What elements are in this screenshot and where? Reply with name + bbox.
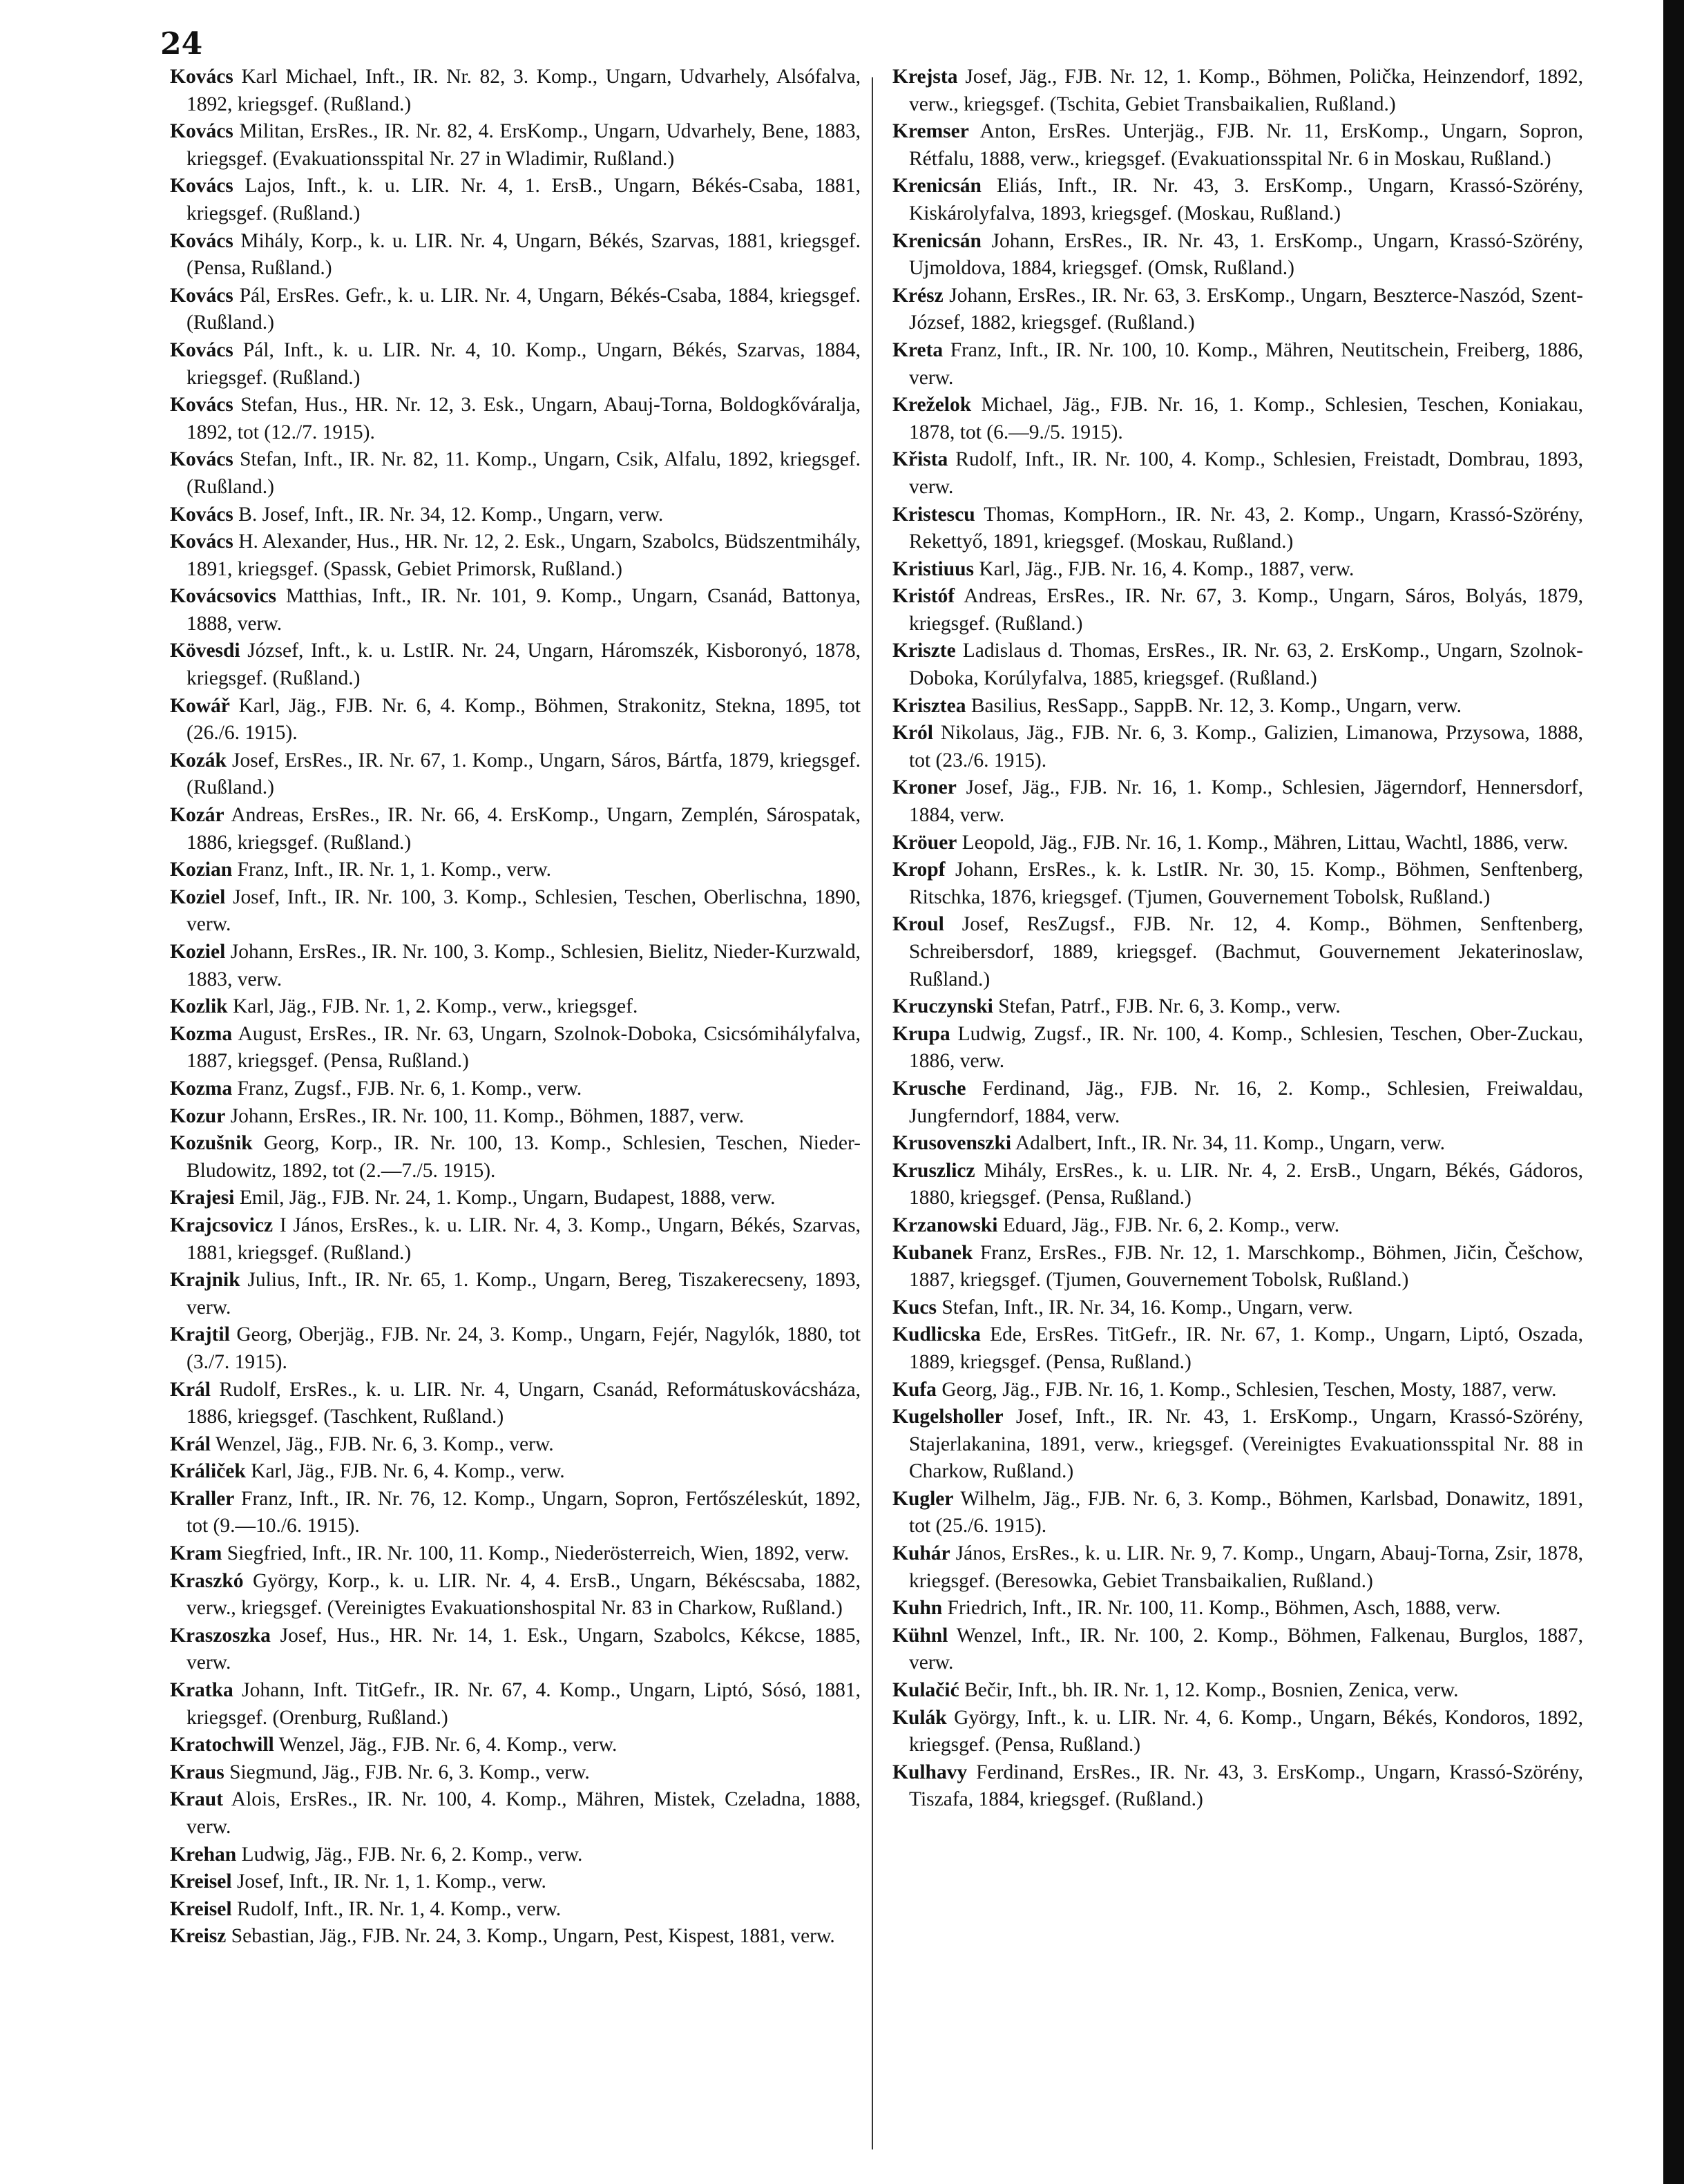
entry-surname: Kristóf bbox=[892, 585, 955, 608]
list-entry bbox=[170, 638, 861, 692]
entry-surname: Kovács bbox=[170, 338, 233, 361]
entry-surname: Kovács bbox=[170, 284, 233, 307]
entry-details: Karl, Jäg., FJB. Nr. 16, 4. Komp., 1887, verw. bbox=[979, 557, 1355, 580]
entry-surname: Kühnl bbox=[892, 1624, 948, 1647]
entry-surname: Kovács bbox=[170, 394, 233, 416]
list-entry bbox=[892, 693, 1583, 720]
list-entry bbox=[892, 64, 1583, 118]
entry-details: Josef, Inft., IR. Nr. 100, 3. Komp., Schlesien, Teschen, Oberlischna, 1890, verw. bbox=[186, 885, 861, 936]
entry-details: Siegmund, Jäg., FJB. Nr. 6, 3. Komp., verw. bbox=[229, 1761, 590, 1783]
entry-details: Rudolf, Inft., IR. Nr. 100, 4. Komp., Schlesien, Freistadt, Dombrau, 1893, verw. bbox=[909, 448, 1583, 498]
entry-details: Leopold, Jäg., FJB. Nr. 16, 1. Komp., Mähren, Littau, Wachtl, 1886, verw. bbox=[961, 831, 1569, 854]
entry-details: Mihály, ErsRes., k. u. LIR. Nr. 4, 2. ErsB., Ungarn, Békés, Gádoros, 1880, kriegsgef. (Pensa, Rußland.) bbox=[909, 1159, 1584, 1209]
entry-details: Militan, ErsRes., IR. Nr. 82, 4. ErsKomp., Ungarn, Udvarhely, Bene, 1883, kriegsgef. (Evakuationsspital Nr. 27 in Wladimir, Rußland.) bbox=[186, 120, 861, 170]
list-entry bbox=[892, 638, 1583, 692]
list-entry bbox=[892, 856, 1583, 911]
entry-details: Josef, Hus., HR. Nr. 14, 1. Esk., Ungarn, Szabolcs, Kékcse, 1885, verw. bbox=[186, 1624, 861, 1674]
list-entry bbox=[892, 118, 1583, 173]
entry-details: Eliás, Inft., IR. Nr. 43, 3. ErsKomp., Ungarn, Krassó-Szörény, Kiskárolyfalva, 1893, kriegsgef. (Moskau, Rußland.) bbox=[909, 175, 1584, 224]
entry-surname: Kropf bbox=[892, 859, 946, 881]
list-entry bbox=[892, 556, 1583, 584]
list-entry bbox=[170, 1568, 861, 1622]
entry-details: Pál, Inft., k. u. LIR. Nr. 4, 10. Komp., Ungarn, Békés, Szarvas, 1884, kriegsgef. (Rußland.) bbox=[186, 338, 861, 389]
entry-surname: Kozár bbox=[170, 804, 224, 827]
list-entry bbox=[170, 747, 861, 802]
entry-surname: Krenicsán bbox=[892, 229, 982, 252]
entry-details: Johann, ErsRes., IR. Nr. 63, 3. ErsKomp., Ungarn, Beszterce-Naszód, Szent-József, 1882, kriegsgef. (Rußland.) bbox=[909, 284, 1584, 334]
list-entry bbox=[892, 282, 1583, 337]
list-entry bbox=[170, 939, 861, 993]
entry-details: Franz, Inft., IR. Nr. 1, 1. Komp., verw. bbox=[237, 859, 551, 881]
list-entry bbox=[892, 1677, 1583, 1705]
entry-details: György, Inft., k. u. LIR. Nr. 4, 6. Komp., Ungarn, Békés, Kondoros, 1892, kriegsgef. (Pensa, Rußland.) bbox=[909, 1706, 1584, 1756]
list-entry bbox=[170, 1212, 861, 1267]
list-entry bbox=[892, 392, 1583, 446]
entry-details: Josef, Inft., IR. Nr. 1, 1. Komp., verw. bbox=[236, 1870, 546, 1893]
entry-details: György, Korp., k. u. LIR. Nr. 4, 4. ErsB., Ungarn, Békéscsaba, 1882, verw., kriegsgef. (Vereinigtes Evakuationshospital Nr. 83 in Charkow, Rußland.) bbox=[186, 1569, 861, 1620]
entry-surname: Kovács bbox=[170, 66, 233, 88]
entry-details: Karl, Jäg., FJB. Nr. 6, 4. Komp., Böhmen, Strakonitz, Stekna, 1895, tot (26./6. 1915). bbox=[186, 694, 861, 745]
entry-surname: Kraus bbox=[170, 1761, 224, 1783]
entry-surname: Král bbox=[170, 1378, 211, 1401]
list-entry bbox=[892, 1595, 1583, 1622]
entry-details: Andreas, ErsRes., IR. Nr. 67, 3. Komp., Ungarn, Sáros, Bolyás, 1879, kriegsgef. (Rußland.) bbox=[909, 585, 1584, 635]
entry-surname: Kozur bbox=[170, 1104, 226, 1127]
list-entry bbox=[892, 1294, 1583, 1322]
list-entry bbox=[892, 1158, 1583, 1212]
entry-details: Rudolf, ErsRes., k. u. LIR. Nr. 4, Ungarn, Csanád, Reformátuskovácsháza, 1886, kriegsgef. (Taschkent, Rußland.) bbox=[186, 1378, 861, 1428]
entry-surname: Krajtil bbox=[170, 1323, 230, 1346]
entry-surname: Kraut bbox=[170, 1788, 224, 1811]
entry-details: Stefan, Hus., HR. Nr. 12, 3. Esk., Ungarn, Abauj-Torna, Boldogkőváralja, 1892, tot (12./7. 1915). bbox=[186, 394, 861, 443]
list-entry bbox=[892, 1021, 1583, 1075]
entry-surname: Kreta bbox=[892, 338, 944, 361]
entry-surname: Kristescu bbox=[892, 503, 975, 526]
entry-surname: Krzanowski bbox=[892, 1214, 998, 1236]
entry-details: Lajos, Inft., k. u. LIR. Nr. 4, 1. ErsB., Ungarn, Békés-Csaba, 1881, kriegsgef. (Rußland.) bbox=[186, 175, 861, 224]
list-entry bbox=[170, 1868, 861, 1896]
entry-surname: Krész bbox=[892, 284, 944, 307]
entry-surname: Kruczynski bbox=[892, 995, 993, 1018]
entry-details: Wenzel, Jäg., FJB. Nr. 6, 4. Komp., verw. bbox=[278, 1734, 618, 1756]
list-entry bbox=[170, 993, 861, 1021]
entry-surname: Kroul bbox=[892, 913, 944, 936]
list-entry bbox=[892, 446, 1583, 501]
entry-surname: Kuhn bbox=[892, 1597, 943, 1620]
list-entry bbox=[892, 1130, 1583, 1158]
list-entry bbox=[170, 1130, 861, 1185]
entry-details: Ludwig, Zugsf., IR. Nr. 100, 4. Komp., Schlesien, Teschen, Ober-Zuckau, 1886, verw. bbox=[909, 1022, 1583, 1073]
entry-surname: Kröuer bbox=[892, 831, 957, 854]
list-entry bbox=[892, 1404, 1583, 1486]
entry-surname: Kristiuus bbox=[892, 557, 975, 580]
entry-surname: Kovácsovics bbox=[170, 585, 277, 608]
list-entry bbox=[170, 64, 861, 118]
entry-surname: Kowář bbox=[170, 694, 230, 717]
entry-details: Johann, ErsRes., IR. Nr. 100, 3. Komp., Schlesien, Bielitz, Nieder-Kurzwald, 1883, verw. bbox=[186, 941, 861, 990]
list-entry bbox=[892, 1075, 1583, 1130]
entry-surname: Kriszte bbox=[892, 640, 956, 662]
entry-surname: Kozian bbox=[170, 859, 233, 881]
entry-surname: Kreisel bbox=[170, 1870, 232, 1893]
entry-surname: Krupa bbox=[892, 1022, 950, 1045]
entry-surname: Krusche bbox=[892, 1077, 966, 1100]
entry-surname: Kovács bbox=[170, 448, 233, 471]
list-entry bbox=[170, 1267, 861, 1321]
entry-surname: Kulák bbox=[892, 1706, 947, 1729]
list-entry bbox=[892, 337, 1583, 392]
list-entry bbox=[170, 1321, 861, 1376]
list-entry bbox=[170, 1841, 861, 1869]
entry-details: Alois, ErsRes., IR. Nr. 100, 4. Komp., Mähren, Mistek, Czeladna, 1888, verw. bbox=[186, 1788, 861, 1838]
entry-details: Thomas, KompHorn., IR. Nr. 43, 2. Komp., Ungarn, Krassó-Szörény, Rekettyő, 1891, kriegsgef. (Moskau, Rußland.) bbox=[909, 503, 1583, 553]
entry-details: Michael, Jäg., FJB. Nr. 16, 1. Komp., Schlesien, Teschen, Koniakau, 1878, tot (6.—9./5. 1915). bbox=[909, 394, 1583, 443]
entry-details: I János, ErsRes., k. u. LIR. Nr. 4, 3. Komp., Ungarn, Békés, Szarvas, 1881, kriegsgef. (Rußland.) bbox=[186, 1214, 861, 1264]
list-entry bbox=[170, 1896, 861, 1924]
list-entry bbox=[892, 911, 1583, 993]
entry-surname: Krehan bbox=[170, 1843, 237, 1866]
list-entry bbox=[170, 1103, 861, 1131]
list-entry bbox=[892, 1622, 1583, 1677]
entry-surname: Kraszkó bbox=[170, 1569, 244, 1592]
list-entry bbox=[170, 337, 861, 392]
list-entry bbox=[170, 1923, 861, 1951]
list-entry bbox=[892, 1759, 1583, 1814]
entry-surname: Křista bbox=[892, 448, 948, 471]
list-entry bbox=[170, 1732, 861, 1759]
entry-surname: Kraller bbox=[170, 1487, 235, 1510]
entry-surname: Kreželok bbox=[892, 394, 972, 416]
list-entry bbox=[892, 1321, 1583, 1376]
list-entry bbox=[170, 1458, 861, 1486]
entry-details: Johann, ErsRes., IR. Nr. 43, 1. ErsKomp., Ungarn, Krassó-Szörény, Ujmoldova, 1884, kriegsgef. (Omsk, Rußland.) bbox=[909, 229, 1583, 280]
entry-surname: Kozák bbox=[170, 749, 227, 772]
entry-details: Georg, Korp., IR. Nr. 100, 13. Komp., Schlesien, Teschen, Nieder-Bludowitz, 1892, tot (2.—7./5. 1915). bbox=[186, 1132, 861, 1182]
left-column bbox=[170, 64, 861, 1951]
entry-surname: Kraszoszka bbox=[170, 1624, 271, 1647]
page-number: 24 bbox=[160, 26, 203, 61]
entry-details: Anton, ErsRes. Unterjäg., FJB. Nr. 11, ErsKomp., Ungarn, Sopron, Rétfalu, 1888, verw., kriegsgef. (Evakuationsspital Nr. 6 in Moskau, Rußland.) bbox=[909, 120, 1583, 170]
entry-surname: Kratka bbox=[170, 1679, 233, 1702]
entry-details: Wilhelm, Jäg., FJB. Nr. 6, 3. Komp., Böhmen, Karlsbad, Donawitz, 1891, tot (25./6. 1915). bbox=[909, 1487, 1584, 1538]
list-entry bbox=[892, 774, 1583, 829]
entry-details: Franz, Inft., IR. Nr. 76, 12. Komp., Ungarn, Sopron, Fertőszéleskút, 1892, tot (9.—10./6. 1915). bbox=[186, 1487, 861, 1538]
list-entry bbox=[892, 173, 1583, 227]
entry-surname: Kozušnik bbox=[170, 1132, 253, 1155]
entry-surname: Kovács bbox=[170, 175, 233, 198]
list-entry bbox=[170, 1075, 861, 1103]
entry-details: Pál, ErsRes. Gefr., k. u. LIR. Nr. 4, Ungarn, Békés-Csaba, 1884, kriegsgef. (Rußland.) bbox=[186, 284, 861, 334]
list-entry bbox=[892, 1240, 1583, 1294]
entry-details: Franz, ErsRes., FJB. Nr. 12, 1. Marschkomp., Böhmen, Jičin, Češchow, 1887, kriegsgef. (Tjumen, Gouvernement Tobolsk, Rußland.) bbox=[909, 1241, 1583, 1292]
entry-details: Wenzel, Inft., IR. Nr. 100, 2. Komp., Böhmen, Falkenau, Burglos, 1887, verw. bbox=[909, 1624, 1584, 1674]
entry-details: Ede, ErsRes. TitGefr., IR. Nr. 67, 1. Komp., Ungarn, Liptó, Oszada, 1889, kriegsgef. (Pensa, Rußland.) bbox=[909, 1323, 1583, 1373]
list-entry bbox=[170, 1486, 861, 1540]
entry-details: Johann, Inft. TitGefr., IR. Nr. 67, 4. Komp., Ungarn, Liptó, Sósó, 1881, kriegsgef. (Orenburg, Rußland.) bbox=[186, 1679, 861, 1729]
entry-details: Josef, Jäg., FJB. Nr. 16, 1. Komp., Schlesien, Jägerndorf, Hennersdorf, 1884, verw. bbox=[909, 776, 1584, 827]
entry-surname: Kuhár bbox=[892, 1542, 950, 1565]
list-entry bbox=[892, 228, 1583, 282]
list-entry bbox=[170, 228, 861, 282]
entry-details: H. Alexander, Hus., HR. Nr. 12, 2. Esk., Ungarn, Szabolcs, Büdszentmihály, 1891, kriegsgef. (Spassk, Gebiet Primorsk, Rußland.) bbox=[186, 530, 861, 580]
entry-details: Franz, Inft., IR. Nr. 100, 10. Komp., Mähren, Neutitschein, Freiberg, 1886, verw. bbox=[909, 338, 1583, 389]
entry-surname: Kugelsholler bbox=[892, 1406, 1004, 1428]
list-entry bbox=[892, 830, 1583, 857]
entry-details: Eduard, Jäg., FJB. Nr. 6, 2. Komp., verw. bbox=[1002, 1214, 1340, 1236]
entry-surname: Kugler bbox=[892, 1487, 954, 1510]
entry-surname: Kozlik bbox=[170, 995, 228, 1018]
entry-surname: Krejsta bbox=[892, 66, 958, 88]
entry-details: Karl Michael, Inft., IR. Nr. 82, 3. Komp., Ungarn, Udvarhely, Alsófalva, 1892, kriegsgef. (Rußland.) bbox=[186, 66, 861, 115]
entry-surname: Kulhavy bbox=[892, 1761, 968, 1783]
entry-details: Nikolaus, Jäg., FJB. Nr. 6, 3. Komp., Galizien, Limanowa, Przysowa, 1888, tot (23./6. 1915). bbox=[909, 722, 1584, 772]
entry-surname: Kövesdi bbox=[170, 640, 240, 662]
entry-details: Franz, Zugsf., FJB. Nr. 6, 1. Komp., verw. bbox=[237, 1077, 582, 1100]
entry-surname: Králiček bbox=[170, 1460, 246, 1483]
list-entry bbox=[170, 1540, 861, 1568]
list-entry bbox=[892, 501, 1583, 556]
list-entry bbox=[892, 1377, 1583, 1404]
entry-details: Wenzel, Jäg., FJB. Nr. 6, 3. Komp., verw. bbox=[215, 1433, 554, 1455]
entry-surname: Kreisz bbox=[170, 1925, 227, 1948]
entry-surname: Kozma bbox=[170, 1077, 233, 1100]
entry-details: Ferdinand, ErsRes., IR. Nr. 43, 3. ErsKomp., Ungarn, Krassó-Szörény, Tiszafa, 1884, kriegsgef. (Rußland.) bbox=[909, 1761, 1583, 1811]
entry-surname: Kram bbox=[170, 1542, 222, 1565]
entry-details: Georg, Jäg., FJB. Nr. 16, 1. Komp., Schlesien, Teschen, Mosty, 1887, verw. bbox=[941, 1378, 1557, 1401]
list-entry bbox=[170, 1431, 861, 1459]
entry-surname: Krajcsovicz bbox=[170, 1214, 274, 1236]
list-entry bbox=[892, 1486, 1583, 1540]
entry-surname: Kroner bbox=[892, 776, 957, 799]
list-entry bbox=[170, 501, 861, 529]
entry-surname: Krenicsán bbox=[892, 175, 982, 198]
entry-details: János, ErsRes., k. u. LIR. Nr. 9, 7. Komp., Ungarn, Abauj-Torna, Zsir, 1878, kriegsgef. (Beresowka, Gebiet Transbaikalien, Rußland.) bbox=[909, 1542, 1584, 1592]
entry-details: Siegfried, Inft., IR. Nr. 100, 11. Komp., Niederösterreich, Wien, 1892, verw. bbox=[227, 1542, 850, 1565]
list-entry bbox=[892, 1705, 1583, 1759]
entry-details: Andreas, ErsRes., IR. Nr. 66, 4. ErsKomp., Ungarn, Zemplén, Sárospatak, 1886, kriegsgef. (Rußland.) bbox=[186, 804, 861, 854]
list-entry bbox=[170, 446, 861, 501]
entry-details: Josef, Jäg., FJB. Nr. 12, 1. Komp., Böhmen, Polička, Heinzendorf, 1892, verw., kriegsgef. (Tschita, Gebiet Transbaikalien, Rußland.) bbox=[909, 66, 1583, 115]
entry-details: Sebastian, Jäg., FJB. Nr. 24, 3. Komp., Ungarn, Pest, Kispest, 1881, verw. bbox=[231, 1925, 835, 1948]
right-column bbox=[892, 64, 1583, 1814]
entry-details: B. Josef, Inft., IR. Nr. 34, 12. Komp., Ungarn, verw. bbox=[238, 503, 664, 526]
list-entry bbox=[170, 802, 861, 856]
entry-surname: Kovács bbox=[170, 229, 233, 252]
entry-details: Ferdinand, Jäg., FJB. Nr. 16, 2. Komp., Schlesien, Freiwaldau, Jungferndorf, 1884, verw. bbox=[909, 1077, 1583, 1127]
entry-surname: Kucs bbox=[892, 1296, 937, 1319]
entry-details: Ludwig, Jäg., FJB. Nr. 6, 2. Komp., verw. bbox=[241, 1843, 583, 1866]
entry-surname: Krisztea bbox=[892, 694, 966, 717]
entry-surname: Kudlicska bbox=[892, 1323, 981, 1346]
entry-details: Emil, Jäg., FJB. Nr. 24, 1. Komp., Ungarn, Budapest, 1888, verw. bbox=[239, 1187, 776, 1209]
entry-details: Stefan, Inft., IR. Nr. 82, 11. Komp., Ungarn, Csik, Alfalu, 1892, kriegsgef. (Rußland.) bbox=[186, 448, 861, 498]
entry-details: Josef, ErsRes., IR. Nr. 67, 1. Komp., Ungarn, Sáros, Bártfa, 1879, kriegsgef. (Rußland.) bbox=[186, 749, 861, 799]
list-entry bbox=[170, 118, 861, 173]
entry-details: Johann, ErsRes., k. k. LstIR. Nr. 30, 15. Komp., Böhmen, Senftenberg, Ritschka, 1876, kriegsgef. (Tjumen, Gouvernement Tobolsk, Rußland.) bbox=[909, 859, 1584, 908]
entry-details: Mihály, Korp., k. u. LIR. Nr. 4, Ungarn, Békés, Szarvas, 1881, kriegsgef. (Pensa, Rußland.) bbox=[186, 229, 861, 280]
list-entry bbox=[170, 884, 861, 939]
column-divider bbox=[872, 77, 873, 2149]
list-entry bbox=[170, 856, 861, 884]
entry-details: August, ErsRes., IR. Nr. 63, Ungarn, Szolnok-Doboka, Csicsómihályfalva, 1887, kriegsgef. (Pensa, Rußland.) bbox=[186, 1022, 861, 1073]
entry-surname: Kovács bbox=[170, 503, 233, 526]
entry-details: Georg, Oberjäg., FJB. Nr. 24, 3. Komp., Ungarn, Fejér, Nagylók, 1880, tot (3./7. 1915). bbox=[186, 1323, 861, 1373]
list-entry bbox=[170, 1185, 861, 1212]
list-entry bbox=[170, 1759, 861, 1787]
entry-details: Josef, ResZugsf., FJB. Nr. 12, 4. Komp., Böhmen, Senftenberg, Schreibersdorf, 1889, kriegsgef. (Bachmut, Gouvernement Jekaterinoslaw, Rußland.) bbox=[909, 913, 1583, 990]
list-entry bbox=[170, 1377, 861, 1431]
list-entry bbox=[170, 1021, 861, 1075]
entry-details: Stefan, Inft., IR. Nr. 34, 16. Komp., Ungarn, verw. bbox=[941, 1296, 1353, 1319]
list-entry bbox=[170, 1786, 861, 1841]
entry-details: Friedrich, Inft., IR. Nr. 100, 11. Komp., Böhmen, Asch, 1888, verw. bbox=[947, 1597, 1501, 1620]
entry-surname: Koziel bbox=[170, 941, 226, 963]
entry-surname: Kufa bbox=[892, 1378, 937, 1401]
entry-surname: Kruszlicz bbox=[892, 1159, 975, 1182]
entry-surname: Král bbox=[170, 1433, 211, 1455]
entry-surname: Krusovenszki bbox=[892, 1132, 1012, 1155]
entry-surname: Kulačić bbox=[892, 1679, 959, 1702]
entry-surname: Kratochwill bbox=[170, 1734, 274, 1756]
entry-details: Rudolf, Inft., IR. Nr. 1, 4. Komp., verw. bbox=[236, 1897, 562, 1920]
entry-surname: Kozma bbox=[170, 1022, 233, 1045]
list-entry bbox=[892, 1212, 1583, 1240]
entry-details: Adalbert, Inft., IR. Nr. 34, 11. Komp., Ungarn, verw. bbox=[1015, 1132, 1445, 1155]
entry-details: Julius, Inft., IR. Nr. 65, 1. Komp., Ungarn, Bereg, Tiszakerecseny, 1893, verw. bbox=[186, 1269, 861, 1319]
list-entry bbox=[170, 173, 861, 227]
entry-details: József, Inft., k. u. LstIR. Nr. 24, Ungarn, Háromszék, Kisboronyó, 1878, kriegsgef. (Rußland.) bbox=[186, 640, 861, 690]
list-entry bbox=[892, 993, 1583, 1021]
entry-details: Johann, ErsRes., IR. Nr. 100, 11. Komp., Böhmen, 1887, verw. bbox=[230, 1104, 745, 1127]
entry-surname: Koziel bbox=[170, 885, 226, 908]
entry-details: Stefan, Patrf., FJB. Nr. 6, 3. Komp., verw. bbox=[998, 995, 1341, 1018]
list-entry bbox=[170, 528, 861, 583]
list-entry bbox=[170, 1622, 861, 1677]
entry-surname: Kremser bbox=[892, 120, 969, 143]
entry-details: Basilius, ResSapp., SappB. Nr. 12, 3. Komp., Ungarn, verw. bbox=[970, 694, 1462, 717]
list-entry bbox=[170, 282, 861, 337]
entry-surname: Król bbox=[892, 722, 933, 745]
entry-surname: Kreisel bbox=[170, 1897, 232, 1920]
list-entry bbox=[170, 583, 861, 638]
entry-surname: Kovács bbox=[170, 120, 233, 143]
entry-details: Bečir, Inft., bh. IR. Nr. 1, 12. Komp., Bosnien, Zenica, verw. bbox=[964, 1679, 1459, 1702]
entry-surname: Krajnik bbox=[170, 1269, 240, 1292]
list-entry bbox=[170, 693, 861, 747]
list-entry bbox=[892, 1540, 1583, 1595]
entry-details: Ladislaus d. Thomas, ErsRes., IR. Nr. 63, 2. ErsKomp., Ungarn, Szolnok-Doboka, Korúlyfalva, 1885, kriegsgef. (Rußland.) bbox=[909, 640, 1583, 690]
list-entry bbox=[170, 1677, 861, 1732]
list-entry bbox=[892, 583, 1583, 638]
list-entry bbox=[170, 392, 861, 446]
entry-surname: Krajesi bbox=[170, 1187, 235, 1209]
entry-details: Karl, Jäg., FJB. Nr. 1, 2. Komp., verw., kriegsgef. bbox=[232, 995, 638, 1018]
entry-surname: Kubanek bbox=[892, 1241, 973, 1264]
entry-details: Matthias, Inft., IR. Nr. 101, 9. Komp., Ungarn, Csanád, Battonya, 1888, verw. bbox=[186, 585, 861, 635]
entry-details: Karl, Jäg., FJB. Nr. 6, 4. Komp., verw. bbox=[251, 1460, 565, 1483]
list-entry bbox=[892, 720, 1583, 774]
entry-details: Josef, Inft., IR. Nr. 43, 1. ErsKomp., Ungarn, Krassó-Szörény, Stajerlakanina, 1891, verw., kriegsgef. (Vereinigtes Evakuationsspital Nr. 88 in Charkow, Rußland.) bbox=[909, 1406, 1584, 1483]
entry-surname: Kovács bbox=[170, 530, 233, 553]
